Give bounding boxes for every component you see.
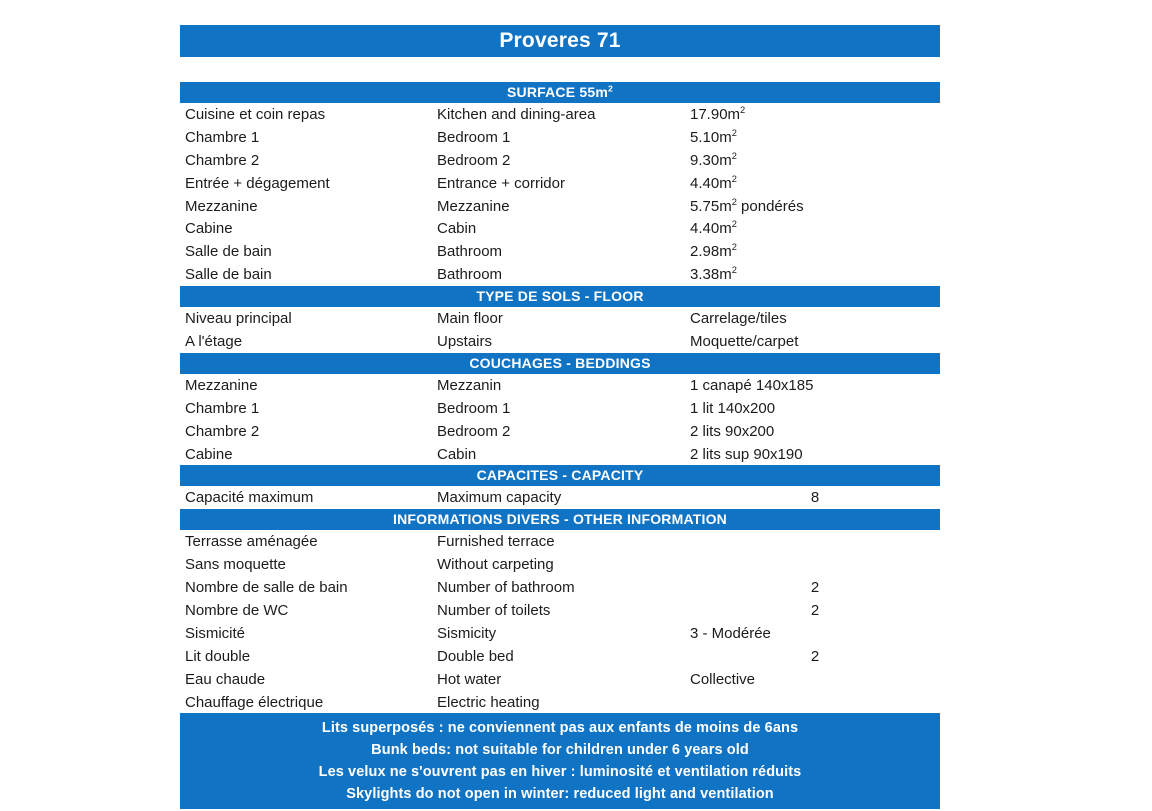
- cell-french-label: Cuisine et coin repas: [185, 105, 326, 123]
- cell-english-label: Maximum capacity: [437, 489, 562, 507]
- table-row: [180, 103, 940, 126]
- cell-english-label: Hot water: [437, 670, 502, 688]
- cell-english-label: Bathroom: [437, 243, 503, 261]
- footer-note-line: Lits superposés : ne conviennent pas aux enfants de moins de 6ans: [321, 720, 799, 737]
- cell-english-label: Bedroom 1: [437, 399, 511, 417]
- cell-value: Collective: [690, 670, 756, 688]
- section-header: COUCHAGES - BEDDINGS: [180, 353, 940, 374]
- cell-value: Carrelage/tiles: [690, 310, 787, 328]
- cell-value: 2: [810, 601, 820, 619]
- cell-french-label: Cabine: [185, 445, 233, 463]
- table-row: [180, 691, 940, 714]
- cell-french-label: Sismicité: [185, 624, 246, 642]
- cell-english-label: Cabin: [437, 220, 477, 238]
- table-row: [180, 486, 940, 509]
- table-row: [180, 307, 940, 330]
- cell-french-label: Entrée + dégagement: [185, 174, 330, 192]
- section-header: CAPACITES - CAPACITY: [180, 465, 940, 486]
- page-title: Proveres 71: [499, 29, 621, 52]
- cell-french-label: Chambre 2: [185, 151, 260, 169]
- cell-english-label: Upstairs: [437, 332, 493, 350]
- cell-english-label: Number of bathroom: [437, 579, 575, 597]
- cell-value: $3.38m^2$: [690, 265, 737, 284]
- cell-french-label: Niveau principal: [185, 310, 292, 328]
- cell-french-label: Cabine: [185, 220, 233, 238]
- property-info-sheet: [180, 25, 940, 809]
- cell-value: Moquette/carpet: [690, 332, 799, 350]
- info-table: [180, 82, 940, 713]
- cell-french-label: Chambre 1: [185, 399, 260, 417]
- table-row: [180, 149, 940, 172]
- cell-value: $4.40m^2$: [690, 219, 737, 238]
- cell-french-label: Sans moquette: [185, 556, 286, 574]
- cell-english-label: Cabin: [437, 445, 477, 463]
- cell-english-label: Bedroom 2: [437, 422, 511, 440]
- cell-value: 3 - Modérée: [690, 624, 771, 642]
- footer-note-line: Skylights do not open in winter: reduced light and ventilation: [346, 786, 774, 803]
- cell-french-label: Salle de bain: [185, 266, 272, 284]
- cell-french-label: Salle de bain: [185, 243, 272, 261]
- table-row: [180, 240, 940, 263]
- cell-french-label: Mezzanine: [185, 376, 258, 394]
- table-row: [180, 599, 940, 622]
- cell-value: 2 lits 90x200: [690, 422, 775, 440]
- table-row: [180, 330, 940, 353]
- cell-english-label: Sismicity: [437, 624, 497, 642]
- table-row: [180, 443, 940, 466]
- table-row: [180, 553, 940, 576]
- cell-french-label: Chambre 1: [185, 128, 260, 146]
- table-row: [180, 126, 940, 149]
- table-row: [180, 374, 940, 397]
- cell-english-label: Furnished terrace: [437, 533, 555, 551]
- cell-french-label: Lit double: [185, 647, 251, 665]
- cell-english-label: Mezzanine: [437, 197, 510, 215]
- table-row: [180, 397, 940, 420]
- section-header: INFORMATIONS DIVERS - OTHER INFORMATION: [180, 509, 940, 530]
- cell-french-label: Nombre de WC: [185, 601, 289, 619]
- footer-note-line: Les velux ne s'ouvrent pas en hiver : luminosité et ventilation réduits: [318, 764, 802, 781]
- cell-french-label: Eau chaude: [185, 670, 266, 688]
- section-header: SURFACE $55m^2$: [180, 82, 940, 103]
- cell-value: 8: [810, 489, 820, 507]
- table-row: [180, 668, 940, 691]
- cell-english-label: Electric heating: [437, 693, 540, 711]
- cell-value: $2.98m^2$: [690, 242, 737, 261]
- table-row: [180, 622, 940, 645]
- cell-english-label: Entrance + corridor: [437, 174, 565, 192]
- table-row: [180, 645, 940, 668]
- cell-value: 2 lits sup 90x190: [690, 445, 803, 463]
- section-header: TYPE DE SOLS - FLOOR: [180, 286, 940, 307]
- cell-value: 1 lit 140x200: [690, 399, 776, 417]
- table-row: [180, 263, 940, 286]
- cell-english-label: Without carpeting: [437, 556, 554, 574]
- cell-french-label: Chambre 2: [185, 422, 260, 440]
- cell-value: 2: [810, 579, 820, 597]
- cell-value: 2: [810, 647, 820, 665]
- cell-english-label: Bathroom: [437, 266, 503, 284]
- cell-english-label: Bedroom 1: [437, 128, 511, 146]
- cell-french-label: A l'étage: [185, 332, 243, 350]
- cell-english-label: Main floor: [437, 310, 503, 328]
- cell-french-label: Terrasse aménagée: [185, 533, 318, 551]
- cell-english-label: Kitchen and dining-area: [437, 105, 596, 123]
- cell-value: 1 canapé 140x185: [690, 376, 814, 394]
- table-row: [180, 576, 940, 599]
- table-row: [180, 420, 940, 443]
- table-row: [180, 172, 940, 195]
- cell-value: $17.90m^2$: [690, 104, 746, 123]
- cell-french-label: Capacité maximum: [185, 489, 314, 507]
- table-row: [180, 217, 940, 240]
- cell-english-label: Double bed: [437, 647, 514, 665]
- cell-value: $9.30m^2$: [690, 150, 737, 169]
- title-banner: [180, 25, 940, 57]
- cell-french-label: Mezzanine: [185, 197, 258, 215]
- cell-value: $4.40m^2$: [690, 173, 737, 192]
- cell-value: $5.75m^2$ pondérés: [690, 196, 804, 215]
- cell-english-label: Number of toilets: [437, 601, 551, 619]
- cell-french-label: Chauffage électrique: [185, 693, 324, 711]
- footer-note-line: Bunk beds: not suitable for children under 6 years old: [371, 742, 749, 759]
- cell-value: $5.10m^2$: [690, 127, 737, 146]
- cell-english-label: Mezzanin: [437, 376, 502, 394]
- table-row: [180, 530, 940, 553]
- cell-english-label: Bedroom 2: [437, 151, 511, 169]
- footer-notes-banner: [180, 713, 940, 809]
- cell-french-label: Nombre de salle de bain: [185, 579, 348, 597]
- table-row: [180, 195, 940, 218]
